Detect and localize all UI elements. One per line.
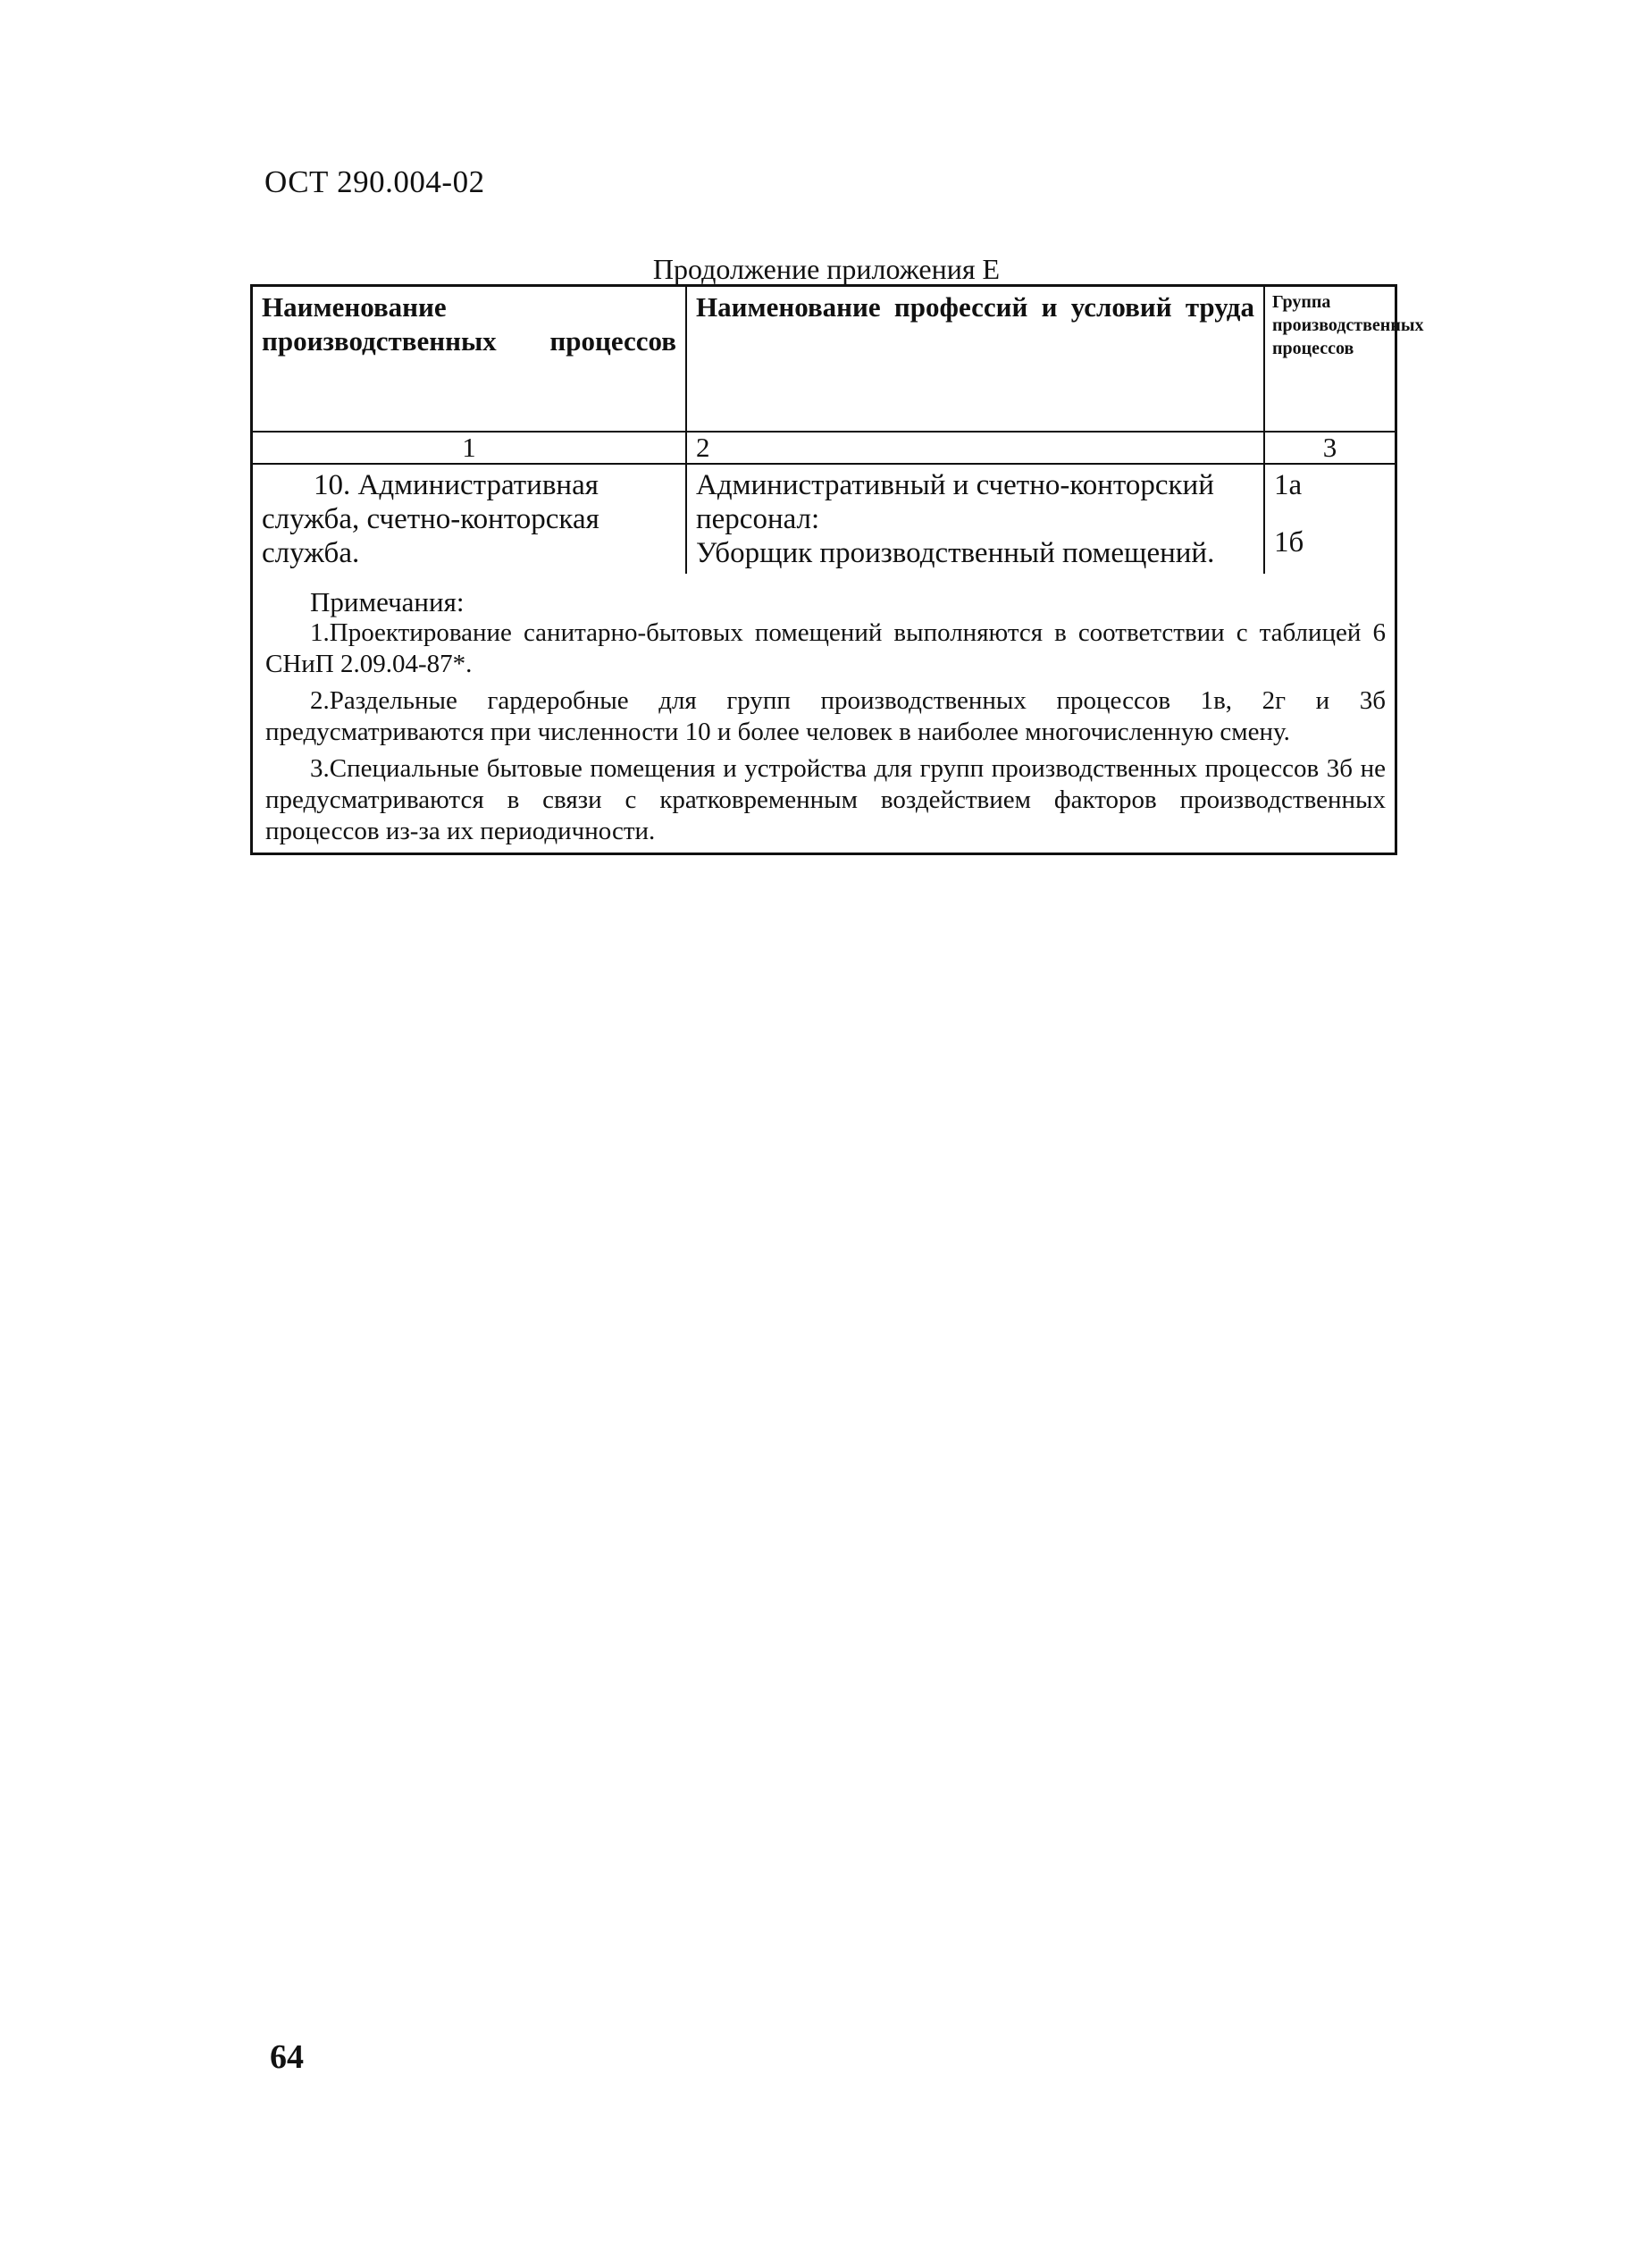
table-row (253, 464, 1395, 574)
note-item: 2.Раздельные гардеробные для групп производственных процессов 1в, 2г и 3б предусматриваются при численности 10 и более человек в наиболее многочисленную смену. (265, 686, 1386, 746)
column-header-professions: Наименование профессий и условий труда (686, 287, 1264, 432)
page-number: 64 (270, 2038, 304, 2076)
column-number-2: 2 (686, 432, 1264, 464)
group-value: 1б (1274, 526, 1304, 559)
column-number-row (253, 432, 1395, 464)
document-code: ОСТ 290.004-02 (264, 164, 485, 199)
column-header-group: Группа производственных процессов (1264, 287, 1395, 432)
table-grid (253, 287, 1424, 574)
column-number-1: 1 (253, 432, 686, 464)
professions-cell (686, 464, 1264, 574)
profession-name: Уборщик производственный помещений. (696, 537, 1215, 569)
appendix-table (250, 284, 1424, 855)
process-cell (253, 464, 686, 574)
table-header-row (253, 287, 1395, 432)
group-cell (1264, 464, 1395, 574)
column-number-3: 3 (1264, 432, 1395, 464)
continuation-caption: Продолжение приложения Е (652, 253, 1001, 285)
process-name: 10. Административная служба, счетно-конторская служба. (262, 469, 599, 569)
column-header-processes: Наименование производственных процессов (253, 287, 686, 432)
note-item: 1.Проектирование санитарно-бытовых помещений выполняются в соответствии с таблицей 6 СНиП 2.09.04-87*. (265, 618, 1386, 678)
group-value: 1а (1274, 469, 1303, 501)
notes-title: Примечания: (310, 586, 465, 617)
notes-section (253, 574, 1395, 853)
note-item: 3.Специальные бытовые помещения и устройства для групп производственных процессов 3б не предусматриваются в связи с кратковременным воздействием факторов производственных процессов из-за их периодичности. (265, 754, 1386, 845)
profession-name: Административный и счетно-конторский персонал: (696, 469, 1214, 535)
